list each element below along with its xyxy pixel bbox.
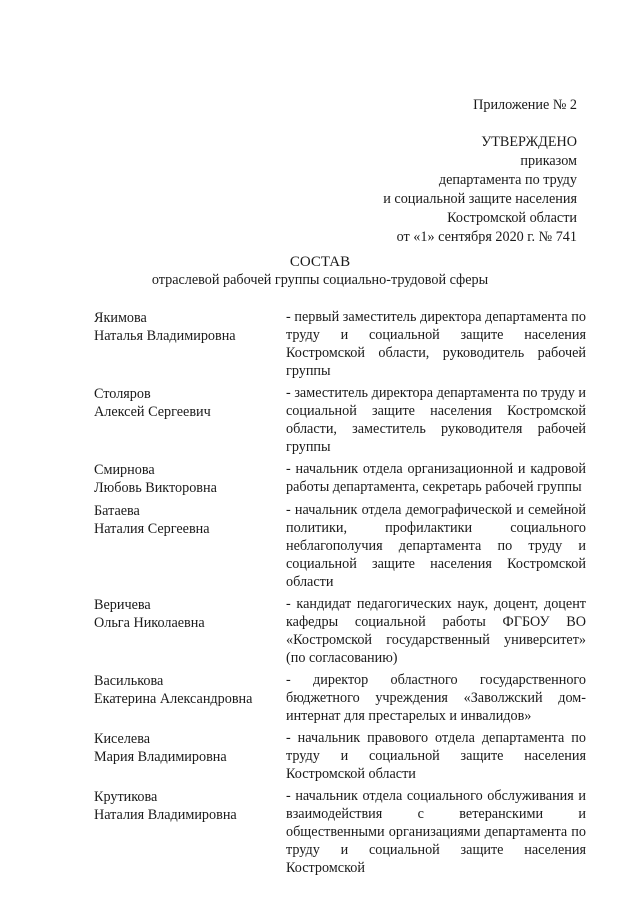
member-row [94, 671, 586, 725]
member-role: - начальник отдела демографической и семейной политики, профилактики социального неблагополучия департамента по труду и социальной защите населения Костромской области [286, 502, 586, 590]
member-row [94, 595, 586, 667]
member-surname: Киселева [94, 731, 151, 747]
approval-line: и социальной защите населения [383, 191, 577, 207]
member-name [94, 308, 284, 380]
approval-line: департамента по труду [438, 172, 577, 188]
member-given-name: Любовь Викторовна [94, 480, 217, 496]
members-list [94, 308, 586, 881]
member-row [94, 308, 586, 380]
member-given-name: Наталья Владимировна [94, 328, 236, 344]
member-surname: Якимова [94, 310, 147, 326]
member-given-name: Наталия Сергеевна [94, 521, 210, 537]
member-given-name: Алексей Сергеевич [94, 404, 211, 420]
member-row [94, 460, 586, 497]
member-role: - начальник отдела социального обслуживания и взаимодействия с ветеранскими и общественными организациями департамента по труду и социальной защите населения Костромской [286, 788, 586, 876]
member-row [94, 729, 586, 783]
member-surname: Смирнова [94, 462, 155, 478]
member-name [94, 501, 284, 591]
member-surname: Столяров [94, 386, 151, 402]
member-name [94, 729, 284, 783]
member-given-name: Мария Владимировна [94, 749, 227, 765]
member-role: - директор областного государственного бюджетного учреждения «Заволжский дом-интернат для престарелых и инвалидов» [286, 672, 586, 724]
member-role: - первый заместитель директора департамента по труду и социальной защите населения Костромской области, руководитель рабочей группы [286, 309, 586, 379]
member-row [94, 384, 586, 456]
member-row [94, 501, 586, 591]
approval-order-date: от «1» сентября 2020 г. № 741 [396, 229, 577, 245]
member-name [94, 460, 284, 497]
member-name [94, 787, 284, 877]
approval-block [383, 96, 577, 247]
member-name [94, 595, 284, 667]
member-role: - начальник отдела организационной и кадровой работы департамента, секретарь рабочей группы [286, 461, 586, 495]
member-surname: Веричева [94, 597, 151, 613]
approval-line: Костромской области [447, 210, 577, 226]
member-surname: Батаева [94, 503, 140, 519]
member-role: - кандидат педагогических наук, доцент, доцент кафедры социальной работы ФГБОУ ВО «Костромской государственный университет» (по согласованию) [286, 596, 586, 666]
member-surname: Василькова [94, 673, 164, 689]
member-given-name: Екатерина Александровна [94, 691, 253, 707]
document-title: СОСТАВ [289, 254, 351, 270]
title-block [0, 253, 640, 289]
member-name [94, 671, 284, 725]
member-surname: Крутикова [94, 789, 158, 805]
appendix-number: Приложение № 2 [473, 97, 577, 113]
member-role: - начальник правового отдела департамента по труду и социальной защите населения Костромской области [286, 730, 586, 782]
member-role: - заместитель директора департамента по труду и социальной защите населения Костромской области, заместитель руководителя рабочей группы [286, 385, 586, 455]
approved-heading: УТВЕРЖДЕНО [481, 134, 577, 150]
member-given-name: Ольга Николаевна [94, 615, 205, 631]
member-name [94, 384, 284, 456]
document-subtitle: отраслевой рабочей группы социально-трудовой сферы [151, 272, 489, 288]
approval-line: приказом [520, 153, 577, 169]
member-row [94, 787, 586, 877]
member-given-name: Наталия Владимировна [94, 807, 237, 823]
